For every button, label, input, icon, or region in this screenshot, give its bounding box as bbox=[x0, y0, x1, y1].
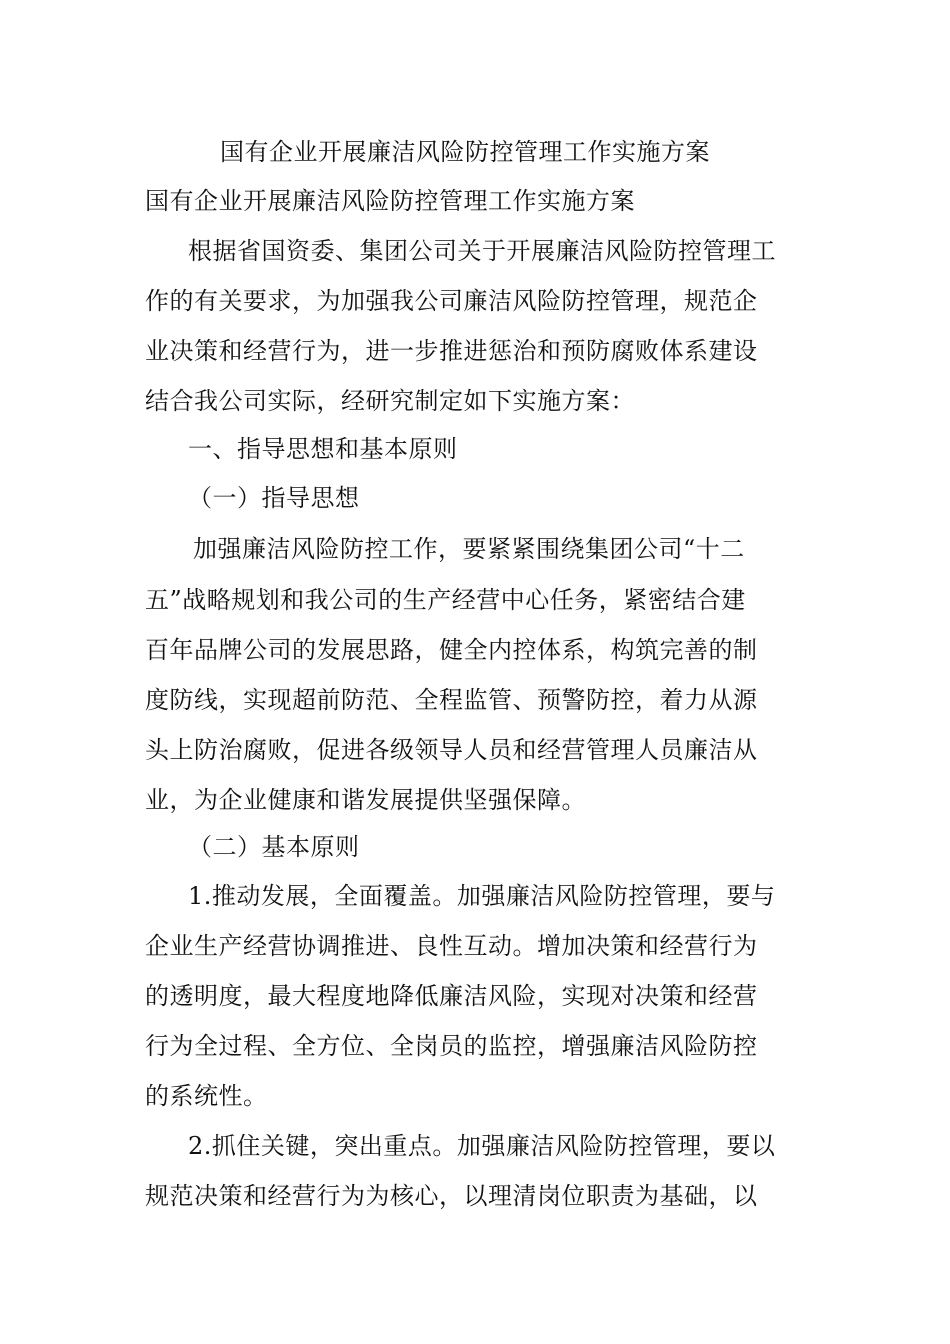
body-line: 五”战略规划和我公司的生产经营中心任务，紧密结合建 bbox=[145, 586, 746, 614]
subsection-heading: （一）指导思想 bbox=[188, 484, 360, 512]
document-subtitle: 国有企业开展廉洁风险防控管理工作实施方案 bbox=[145, 187, 635, 215]
body-line: 根据省国资委、集团公司关于开展廉洁风险防控管理工 bbox=[188, 237, 776, 265]
subsection-heading: （二）基本原则 bbox=[188, 833, 360, 861]
document-title: 国有企业开展廉洁风险防控管理工作实施方案 bbox=[220, 138, 710, 166]
body-line: 2.抓住关键，突出重点。加强廉洁风险防控管理，要以 bbox=[188, 1132, 776, 1160]
section-heading: 一、指导思想和基本原则 bbox=[188, 435, 458, 463]
body-line: 企业生产经营协调推进、良性互动。增加决策和经营行为 bbox=[145, 932, 758, 960]
body-line: 行为全过程、全方位、全岗员的监控，增强廉洁风险防控 bbox=[145, 1032, 758, 1060]
body-line: 的透明度，最大程度地降低廉洁风险，实现对决策和经营 bbox=[145, 982, 758, 1010]
body-line: 百年品牌公司的发展思路，健全内控体系，构筑完善的制 bbox=[145, 636, 758, 664]
body-line: 结合我公司实际，经研究制定如下实施方案： bbox=[145, 387, 635, 415]
body-line: 业，为企业健康和谐发展提供坚强保障。 bbox=[145, 786, 586, 814]
body-line: 的系统性。 bbox=[145, 1082, 268, 1110]
body-line: 头上防治腐败，促进各级领导人员和经营管理人员廉洁从 bbox=[145, 736, 758, 764]
body-line: 业决策和经营行为，进一步推进惩治和预防腐败体系建设 bbox=[145, 337, 758, 365]
body-line: 规范决策和经营行为为核心，以理清岗位职责为基础，以 bbox=[145, 1182, 758, 1210]
body-line: 度防线，实现超前防范、全程监管、预警防控，着力从源 bbox=[145, 686, 758, 714]
body-line: 作的有关要求，为加强我公司廉洁风险防控管理，规范企 bbox=[145, 287, 758, 315]
body-line: 1.推动发展，全面覆盖。加强廉洁风险防控管理，要与 bbox=[188, 882, 776, 910]
body-line: 加强廉洁风险防控工作，要紧紧围绕集团公司“十二 bbox=[193, 535, 745, 563]
